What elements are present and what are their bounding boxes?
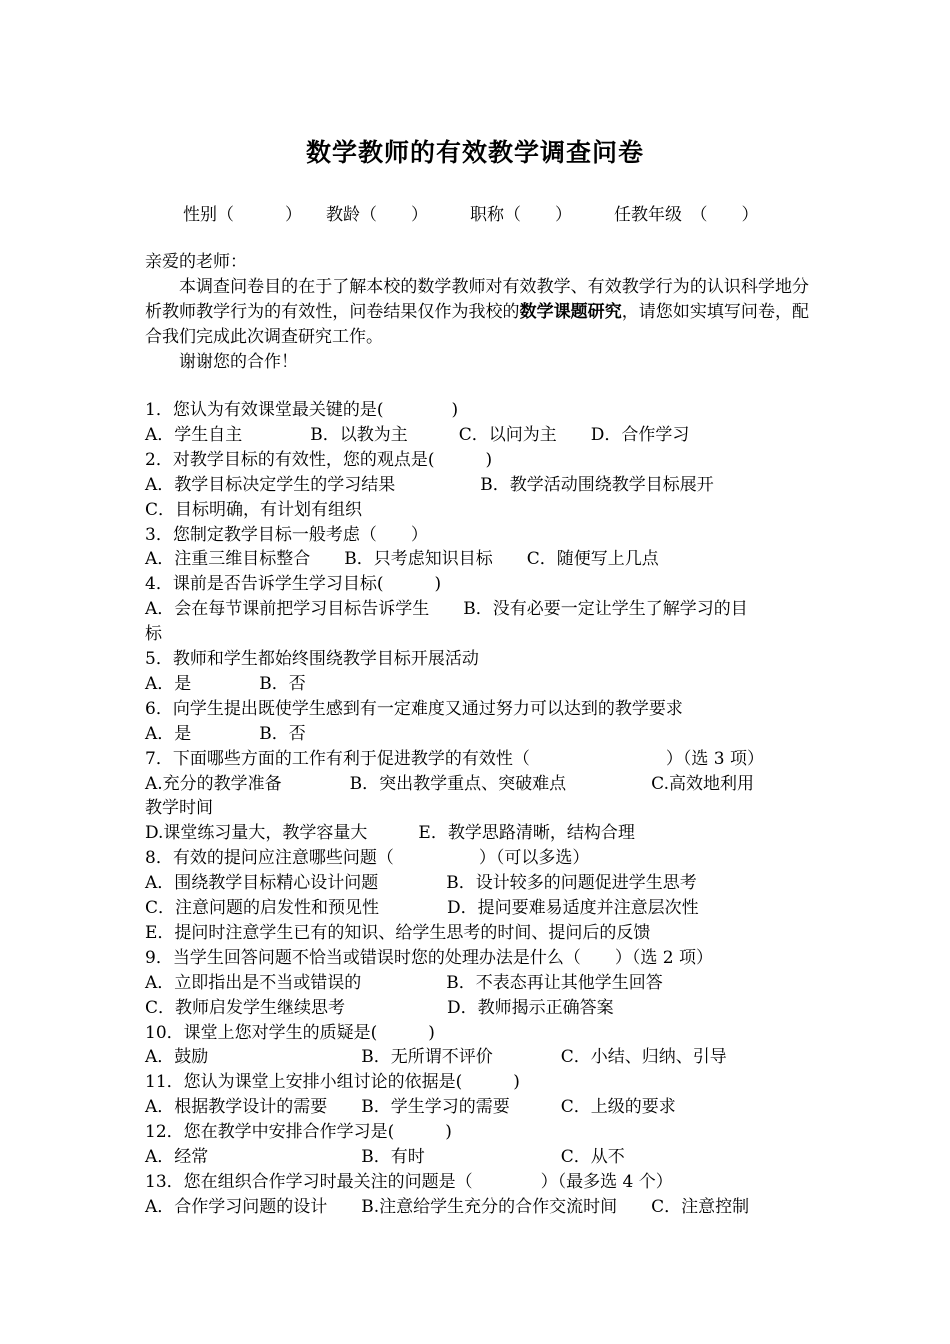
option-line: 教学时间 xyxy=(145,798,213,819)
option-line: A．鼓励 B．无所谓不评价 C．小结、归纳、引导 xyxy=(145,1047,727,1068)
option-line: A．会在每节课前把学习目标告诉学生 B．没有必要一定让学生了解学习的目 xyxy=(145,599,748,620)
question-line: 1．您认为有效课堂最关键的是( ) xyxy=(145,400,459,420)
question-line: 7．下面哪些方面的工作有利于促进教学的有效性（ ）（选 3 项） xyxy=(145,748,764,769)
question-line: 8．有效的提问应注意哪些问题（ ）（可以多选） xyxy=(145,848,590,869)
option-line: A．注重三维目标整合 B．只考虑知识目标 C．随便写上几点 xyxy=(145,549,659,570)
option-line: D.课堂练习量大，教学容量大 E．教学思路清晰，结构合理 xyxy=(145,823,635,844)
option-line: A．立即指出是不当或错误的 B．不表态再让其他学生回答 xyxy=(145,972,663,993)
option-line: A．围绕教学目标精心设计问题 B．设计较多的问题促进学生思考 xyxy=(145,873,697,894)
option-line: A.充分的教学准备 B．突出教学重点、突破难点 C.高效地利用 xyxy=(145,773,754,794)
question-line: 13．您在组织合作学习时最关注的问题是（ ）（最多选 4 个） xyxy=(145,1171,673,1192)
option-line: A．教学目标决定学生的学习结果 B．教学活动围绕教学目标展开 xyxy=(145,474,714,495)
intro-bold-text: 数学课题研究 xyxy=(519,302,622,322)
question-line: 12．您在教学中安排合作学习是( ) xyxy=(145,1122,452,1143)
option-line: A．根据教学设计的需要 B．学生学习的需要 C．上级的要求 xyxy=(145,1097,676,1118)
option-line: C．注意问题的启发性和预见性 D．提问要难易适度并注意层次性 xyxy=(145,898,699,918)
gender-field: 性别（ ） xyxy=(183,205,302,225)
intro-paragraph xyxy=(145,275,809,350)
question-line: 2．对教学目标的有效性，您的观点是( ) xyxy=(145,449,493,470)
option-line: A．是 B．否 xyxy=(145,723,306,744)
option-line: 标 xyxy=(145,624,162,645)
question-line: 5．教师和学生都始终围绕教学目标开展活动 xyxy=(145,649,479,669)
question-line: 9．当学生回答问题不恰当或错误时您的处理办法是什么（ ）（选 2 项） xyxy=(145,947,713,968)
question-line: 4．课前是否告诉学生学习目标( ) xyxy=(145,574,442,595)
question-line: 10．课堂上您对学生的质疑是( ) xyxy=(145,1022,435,1043)
intro-text-2: ，请您如实填写问卷，配合我们完成此次调查研究工作。 xyxy=(145,302,810,347)
question-line: 11．您认为课堂上安排小组讨论的依据是( ) xyxy=(145,1072,520,1093)
option-line: C．教师启发学生继续思考 D．教师揭示正确答案 xyxy=(145,997,614,1018)
page-title: 数学教师的有效教学调查问卷 xyxy=(305,138,644,167)
teaching-years-field: 教龄（ ） xyxy=(326,205,428,225)
option-line: C．目标明确，有计划有组织 xyxy=(145,499,363,520)
option-line: E．提问时注意学生已有的知识、给学生思考的时间、提问后的反馈 xyxy=(145,922,651,943)
title-rank-field: 职称（ ） xyxy=(470,205,572,225)
option-line: A．经常 B．有时 C．从不 xyxy=(145,1147,625,1167)
option-line: A．合作学习问题的设计 B.注意给学生充分的合作交流时间 C．注意控制 xyxy=(145,1196,750,1217)
option-line: A．是 B．否 xyxy=(145,673,306,694)
option-line: A．学生自主 B．以教为主 C．以问为主 D．合作学习 xyxy=(145,424,690,445)
question-line: 3．您制定教学目标一般考虑（ ） xyxy=(145,524,428,545)
intro-text-1: 本调查问卷目的在于了解本校的数学教师对有效教学、有效教学行为的认识科学地分析教师教学行为的有效性，问卷结果仅作为我校的 xyxy=(145,277,809,322)
question-line: 6．向学生提出既使学生感到有一定难度又通过努力可以达到的教学要求 xyxy=(145,698,683,719)
grade-field: 任教年级 （ ） xyxy=(614,205,759,225)
greeting: 亲爱的老师： xyxy=(145,252,247,272)
thanks-line: 谢谢您的合作！ xyxy=(179,352,298,372)
